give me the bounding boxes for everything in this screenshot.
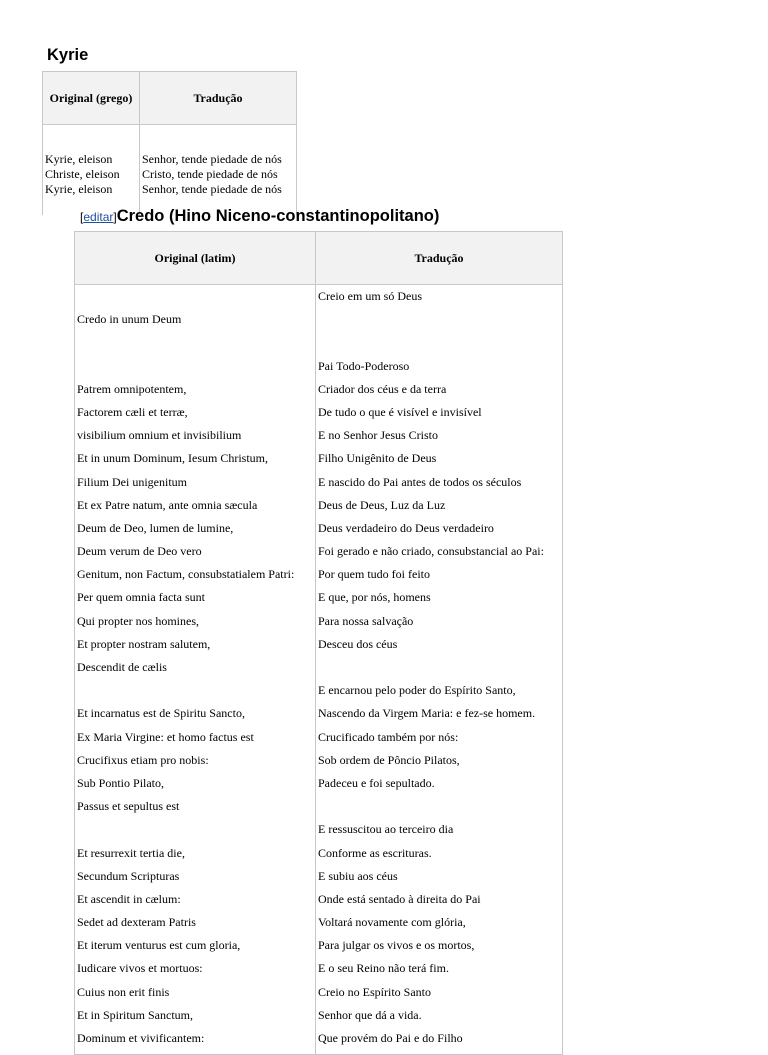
text-line: Et in unum Dominum, Iesum Christum, [77,451,268,466]
text-line: Per quem omnia facta sunt [77,590,205,605]
text-line: Filho Unigênito de Deus [318,451,437,466]
text-line: Et iterum venturus est cum gloria, [77,938,241,953]
text-line: Factorem cæli et terræ, [77,404,188,419]
text-line: Deus verdadeiro do Deus verdadeiro [318,520,494,535]
text-line: Ex Maria Virgine: et homo factus est [77,729,254,744]
text-line: Et ascendit in cælum: [77,891,181,906]
text-line: Senhor, tende piedade de nós [142,181,282,196]
text-line: De tudo o que é visível e invisível [318,404,482,419]
text-line: Et ex Patre natum, ante omnia sæcula [77,497,258,512]
text-line [318,312,560,335]
text-line: Crucifixus etiam pro nobis: [77,752,209,767]
text-line: visibilium omnium et invisibilium [77,428,242,443]
text-line: Creio no Espírito Santo [318,984,431,999]
table-row [43,125,297,216]
edit-link[interactable]: editar [83,210,114,224]
kyrie-original-cell [43,125,140,216]
text-line [77,289,313,312]
text-line: Para julgar os vivos e os mortos, [318,938,475,953]
table-header-row [43,72,297,125]
table-row [75,285,563,1055]
text-line: Pai Todo-Poderoso [318,358,410,373]
text-line: Conforme as escrituras. [318,845,432,860]
col-header-original: Original (grego) [43,72,140,125]
credo-table [74,231,563,1055]
text-line: E no Senhor Jesus Cristo [318,428,438,443]
text-line: Nascendo da Virgem Maria: e fez-se homem. [318,706,536,721]
text-line: Descendit de cælis [77,660,167,674]
text-line: Filium Dei unigenitum [77,474,187,489]
text-line: Senhor que dá a vida. [318,1007,422,1022]
text-line: Deus de Deus, Luz da Luz [318,497,446,512]
text-line: Et in Spiritum Sanctum, [77,1007,193,1022]
text-line: Por quem tudo foi feito [318,567,430,582]
text-line: Deum verum de Deo vero [77,544,202,559]
text-line [77,683,313,706]
edit-section [80,210,117,224]
text-line: Sob ordem de Pôncio Pilatos, [318,752,460,767]
credo-original-cell [75,285,316,1055]
bracket-close: ] [113,210,117,224]
text-line: Christe, eleison [45,166,120,181]
text-line: Deum de Deo, lumen de lumine, [77,520,234,535]
text-line: Dominum et vivificantem: [77,1031,205,1045]
kyrie-heading: Kyrie [47,46,89,64]
col-header-original: Original (latim) [75,232,316,285]
text-line: Padeceu e foi sepultado. [318,775,435,790]
bracket-open: [ [80,210,84,224]
kyrie-table [42,71,297,215]
text-line [318,799,560,822]
text-line: Voltará novamente com glória, [318,915,466,930]
text-line: Cuius non erit finis [77,984,170,999]
text-line: Et resurrexit tertia die, [77,845,185,860]
kyrie-translation-cell [140,125,297,216]
text-line [318,660,560,683]
credo-heading: Credo (Hino Niceno-constantinopolitano) [116,207,440,225]
text-line: Para nossa salvação [318,613,414,628]
text-line [77,335,313,358]
credo-heading-row [80,207,439,226]
text-line: Creio em um só Deus [318,289,422,303]
text-line: Passus et sepultus est [77,799,180,814]
col-header-translation: Tradução [316,232,563,285]
text-line: E subiu aos céus [318,868,398,883]
text-line: Onde está sentado à direita do Pai [318,891,481,906]
col-header-translation: Tradução [140,72,297,125]
text-line: E o seu Reino não terá fim. [318,961,449,976]
text-line: Qui propter nos homines, [77,613,199,628]
text-line [77,359,313,382]
text-line: Foi gerado e não criado, consubstancial ao Pai: [318,544,544,559]
text-line: E nascido do Pai antes de todos os séculos [318,474,522,489]
text-line: E encarnou pelo poder do Espírito Santo, [318,683,516,698]
text-line: Cristo, tende piedade de nós [142,166,278,181]
text-line: Genitum, non Factum, consubstatialem Patri: [77,567,295,582]
table-header-row [75,232,563,285]
text-line: Et propter nostram salutem, [77,636,211,651]
text-line: Iudicare vivos et mortuos: [77,961,203,976]
text-line: E ressuscitou ao terceiro dia [318,822,454,837]
text-line [318,335,560,358]
text-line: E que, por nós, homens [318,590,431,605]
text-line: Que provém do Pai e do Filho [318,1031,463,1045]
text-line: Kyrie, eleison [45,181,113,196]
text-line: Senhor, tende piedade de nós [142,151,282,166]
text-line: Sub Pontio Pilato, [77,775,165,790]
text-line: Crucificado também por nós: [318,729,459,744]
credo-translation-cell [316,285,563,1055]
text-line: Credo in unum Deum [77,312,182,327]
text-line: Patrem omnipotentem, [77,381,187,396]
text-line: Sedet ad dexteram Patris [77,915,196,930]
text-line: Et incarnatus est de Spiritu Sancto, [77,706,245,721]
text-line: Kyrie, eleison [45,151,113,166]
text-line: Criador dos céus e da terra [318,381,447,396]
text-line [77,822,313,845]
text-line: Desceu dos céus [318,636,398,651]
text-line: Secundum Scripturas [77,868,180,883]
